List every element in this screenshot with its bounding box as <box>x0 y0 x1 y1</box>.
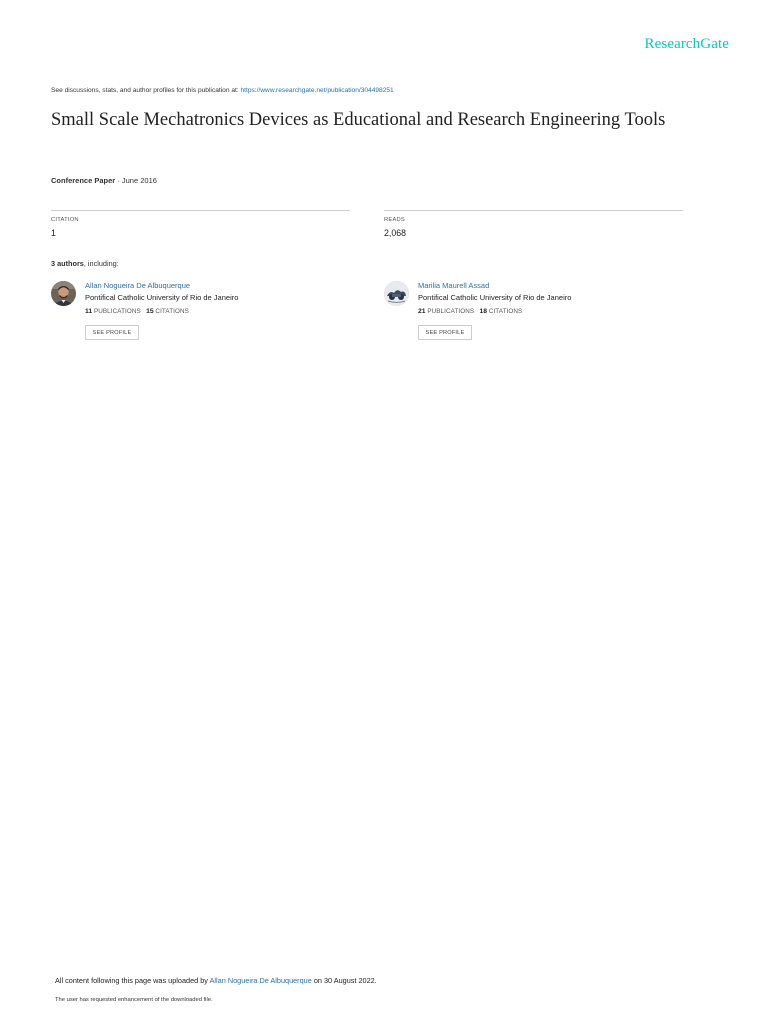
discussion-prefix: See discussions, stats, and author profiles for this publication at: <box>51 87 241 94</box>
publication-url-link[interactable]: https://www.researchgate.net/publication/304498251 <box>240 87 394 94</box>
author-name-link-2[interactable]: Marilia Maurell Assad <box>418 281 490 290</box>
upload-note <box>55 976 377 985</box>
author-name-link-1[interactable]: Allan Nogueira De Albuquerque <box>85 281 191 290</box>
enhancement-note: The user has requested enhancement of the downloaded file. <box>55 997 213 1003</box>
meta-separator: · <box>115 176 122 185</box>
author-stats-1 <box>85 308 189 315</box>
reads-count: 2,068 <box>384 228 407 238</box>
publication-type: Conference Paper <box>51 176 116 185</box>
reads-divider <box>384 210 683 211</box>
reads-label: READS <box>384 217 405 223</box>
author-citations-label-1: CITATIONS <box>155 308 189 315</box>
author-publications-label-1: PUBLICATIONS <box>93 308 141 315</box>
author-publications-count-2: 21 <box>418 308 426 315</box>
upload-prefix: All content following this page was uploaded by <box>55 976 210 985</box>
publication-date: June 2016 <box>121 176 157 185</box>
author-stats-2 <box>418 308 522 315</box>
illustration-avatar-icon <box>384 281 409 306</box>
author-institution-1: Pontifical Catholic University of Rio de Janeiro <box>85 293 239 302</box>
authors-count: 3 authors <box>51 259 84 268</box>
researchgate-logo: ResearchGate <box>644 36 729 52</box>
citation-label: CITATION <box>51 217 79 223</box>
publication-meta <box>51 176 157 185</box>
publication-title: Small Scale Mechatronics Devices as Educational and Research Engineering Tools <box>51 110 666 130</box>
upload-suffix: on 30 August 2022. <box>311 976 377 985</box>
citation-count: 1 <box>51 228 56 238</box>
authors-header <box>51 259 119 268</box>
citation-divider <box>51 210 350 211</box>
author-publications-count-1: 11 <box>85 308 93 315</box>
author-citations-count-2: 18 <box>479 308 488 315</box>
see-profile-button-2[interactable]: SEE PROFILE <box>418 325 472 340</box>
discussion-line <box>51 87 394 94</box>
author-publications-label-2: PUBLICATIONS <box>427 308 475 315</box>
author-citations-count-1: 15 <box>146 308 154 315</box>
see-profile-button-1[interactable]: SEE PROFILE <box>85 325 139 340</box>
person-photo-avatar-icon <box>51 281 76 306</box>
authors-suffix: , including: <box>83 259 119 268</box>
author-avatar-2[interactable] <box>384 281 409 306</box>
author-avatar-1[interactable] <box>51 281 76 306</box>
author-citations-label-2: CITATIONS <box>488 308 523 315</box>
uploader-link[interactable]: Allan Nogueira De Albuquerque <box>209 976 312 985</box>
author-institution-2: Pontifical Catholic University of Rio de Janeiro <box>418 293 572 302</box>
